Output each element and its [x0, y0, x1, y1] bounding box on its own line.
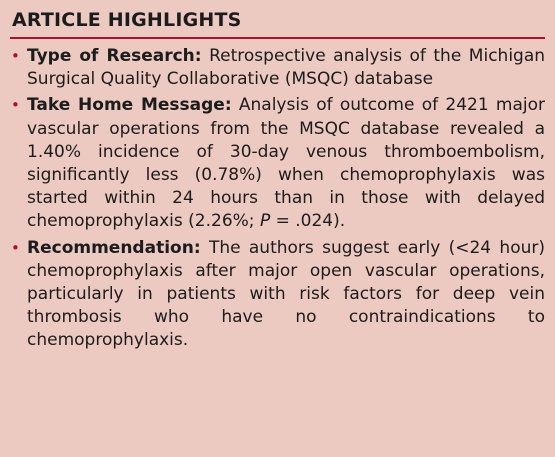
bullet-icon: • [11, 96, 20, 115]
p-value-text: = .024). [275, 211, 346, 232]
highlight-take-home-message [10, 94, 545, 233]
highlights-list [10, 45, 545, 353]
bullet-icon: • [11, 238, 20, 257]
highlights-title: ARTICLE HIGHLIGHTS [12, 9, 242, 31]
p-value-symbol: P [259, 211, 271, 232]
highlight-type-of-research [10, 45, 545, 91]
highlight-text: The authors suggest early (<24 hour) chemoprophylaxis after major open vascular operations, particularly in patients with risk factors for deep vein thrombosis who have no contraindications to chemoprophylaxis. [27, 237, 545, 351]
highlight-label: Type of Research: [27, 46, 202, 66]
highlight-recommendation [10, 237, 545, 353]
highlight-text: Retrospective analysis of the Michigan Surgical Quality Collaborative (MSQC) database [27, 46, 546, 90]
highlight-label: Take Home Message: [27, 95, 232, 116]
highlight-text: Analysis of outcome of 2421 major vascular operations from the MSQC database revealed a 1.40% incidence of 30-day venous thromboembolism, significantly less (0.78%) when chemoprophylaxis was started within 24 hours than in those with delayed chemoprophylaxis (2.26%; [27, 95, 545, 232]
title-divider [10, 37, 545, 39]
highlight-label: Recommendation: [27, 237, 201, 258]
bullet-icon: • [11, 47, 20, 65]
